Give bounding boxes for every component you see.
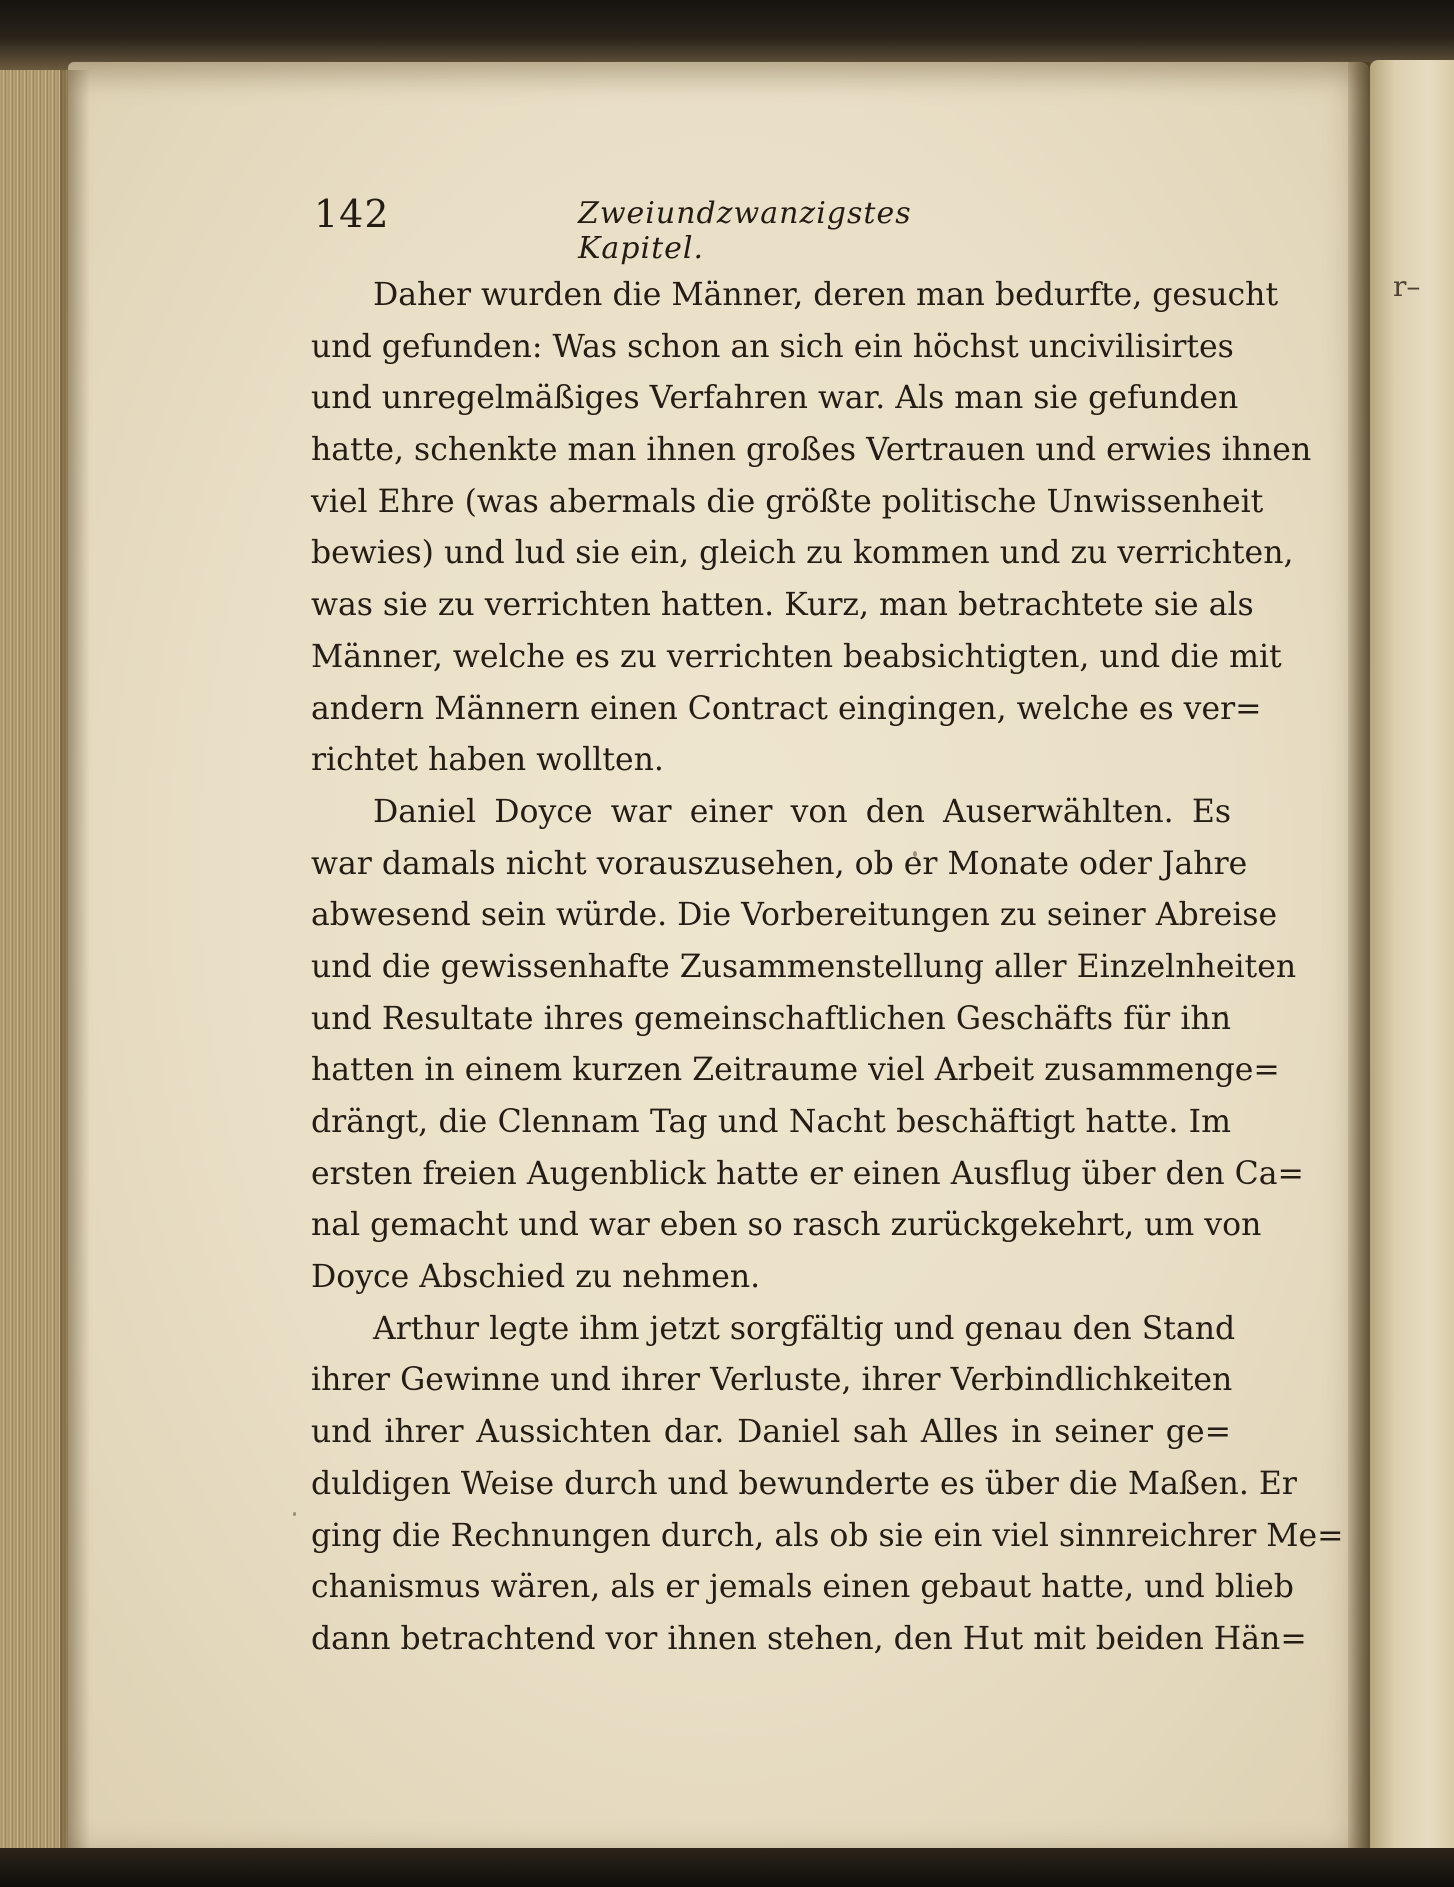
text-line: und gefunden: Was schon an sich ein höchst uncivilisirtes: [311, 328, 1234, 365]
page-header: [314, 192, 994, 266]
text-line: andern Männern einen Contract eingingen, welche es ver=: [311, 690, 1262, 727]
text-line: duldigen Weise durch und bewunderte es über die Maßen. Er: [311, 1465, 1297, 1502]
text-line: drängt, die Clennam Tag und Nacht beschäftigt hatte. Im: [311, 1104, 1231, 1140]
text-line: Daniel Doyce war einer von den Auserwählten. Es: [373, 793, 1231, 830]
book-cover-bottom: [0, 1848, 1454, 1887]
text-line: hatte, schenkte man ihnen großes Vertrauen und erwies ihnen: [311, 432, 1312, 469]
text-line: ging die Rechnungen durch, als ob sie ein viel sinnreichrer Me=: [311, 1517, 1344, 1554]
text-line: chanismus wären, als er jemals einen gebaut hatte, und blieb: [311, 1569, 1294, 1606]
page-number: 142: [314, 192, 390, 236]
text-line: und unregelmäßiges Verfahren war. Als man sie gefunden: [311, 380, 1239, 417]
page-shadow: [60, 70, 90, 1860]
text-line: hatten in einem kurzen Zeitraume viel Arbeit zusammenge=: [311, 1052, 1280, 1089]
book-cover-top: [0, 0, 1454, 70]
text-line: Doyce Abschied zu nehmen.: [311, 1259, 761, 1296]
page-body: [311, 270, 1344, 1666]
text-line: und Resultate ihres gemeinschaftlichen Geschäfts für ihn: [311, 1000, 1231, 1037]
text-line: viel Ehre (was abermals die größte politische Unwissenheit: [311, 483, 1264, 520]
text-line: Männer, welche es zu verrichten beabsichtigten, und die mit: [311, 638, 1282, 675]
text-line: abwesend sein würde. Die Vorbereitungen zu seiner Abreise: [311, 897, 1278, 934]
text-line: dann betrachtend vor ihnen stehen, den Hut mit beiden Hän=: [311, 1620, 1307, 1657]
text-line: richtet haben wollten.: [311, 742, 664, 779]
text-line: ersten freien Augenblick hatte er einen Ausflug über den Ca=: [311, 1155, 1304, 1192]
running-head: Zweiundzwanzigstes Kapitel.: [578, 196, 912, 266]
paper-speck: [293, 1512, 296, 1516]
book-gutter: [1348, 62, 1370, 1852]
text-line: Arthur legte ihm jetzt sorgfältig und genau den Stand: [373, 1310, 1236, 1347]
text-line: bewies) und lud sie ein, gleich zu kommen und zu verrichten,: [311, 535, 1294, 572]
text-line: Daher wurden die Männer, deren man bedurfte, gesucht: [373, 277, 1279, 313]
text-line: und die gewissenhafte Zusammenstellung aller Einzelnheiten: [311, 948, 1297, 985]
text-line: was sie zu verrichten hatten. Kurz, man betrachtete sie als: [311, 587, 1254, 624]
text-line: und ihrer Aussichten dar. Daniel sah Alles in seiner ge=: [311, 1414, 1231, 1451]
text-line: war damals nicht vorauszusehen, ob er Monate oder Jahre: [311, 845, 1248, 882]
facing-page-fragment: r–: [1393, 270, 1421, 303]
text-line: nal gemacht und war eben so rasch zurückgekehrt, um von: [311, 1207, 1262, 1244]
text-line: ihrer Gewinne und ihrer Verluste, ihrer Verbindlichkeiten: [311, 1362, 1233, 1399]
facing-page-edge: [1370, 60, 1454, 1855]
